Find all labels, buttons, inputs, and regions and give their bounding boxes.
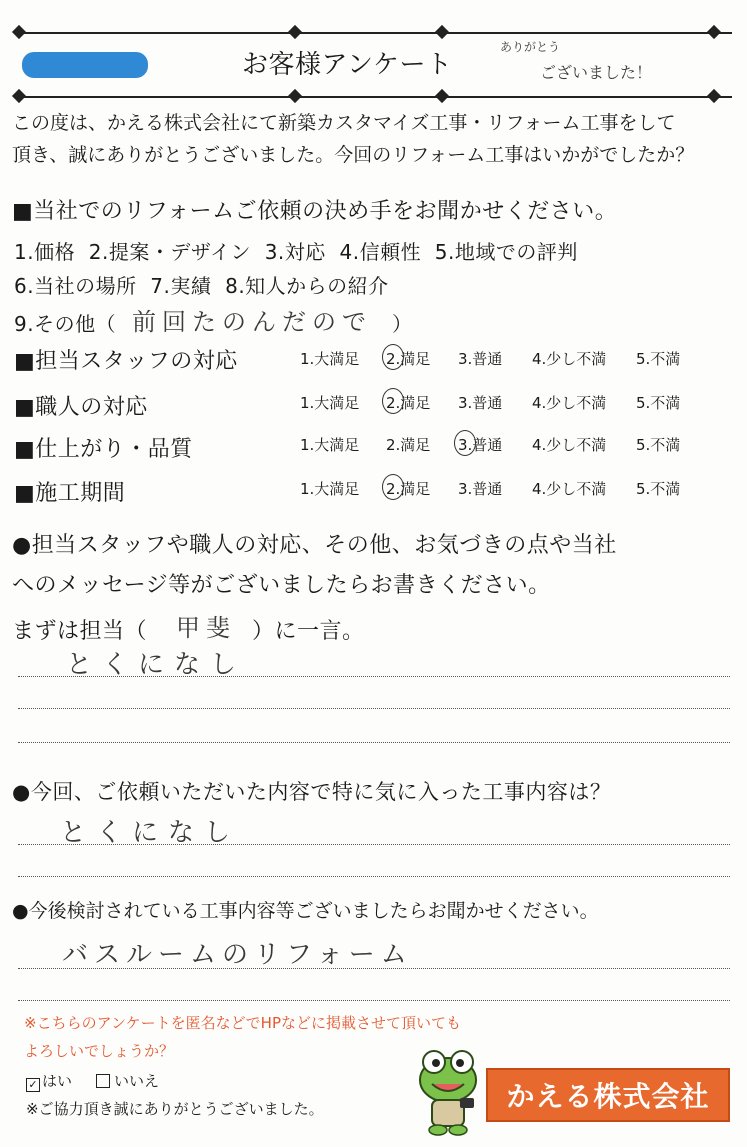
q4-answer-line-2: [18, 1000, 730, 1001]
rating-option-2[interactable]: 2.満足: [386, 394, 431, 412]
rating-label: ■仕上がり・品質: [14, 437, 193, 462]
handwritten-note-2: ございました！: [540, 63, 653, 82]
rating-label: ■職人の対応: [14, 395, 148, 420]
consent-yes[interactable]: [26, 1070, 72, 1091]
q1-title: ■当社でのリフォームご依頼の決め手をお聞かせください。: [12, 199, 618, 224]
q2-answer-line-2: [18, 708, 730, 709]
rating-option-3[interactable]: 3.普通: [458, 394, 503, 412]
q2-answer-line-3: [18, 742, 730, 743]
q4-title: ●今後検討されている工事内容等ございましたらお聞かせください。: [12, 900, 599, 922]
consent-no[interactable]: [96, 1070, 159, 1091]
q4-answer[interactable]: バスルームのリフォーム: [62, 940, 413, 970]
rating-option-1[interactable]: 1.大満足: [300, 350, 360, 368]
rating-option-5[interactable]: 5.不満: [636, 394, 681, 412]
q2-line-3-prefix: まずは担当（: [12, 619, 148, 644]
rating-option-2[interactable]: 2.満足: [386, 436, 431, 454]
consent-no-label: いいえ: [114, 1072, 160, 1090]
rating-option-5[interactable]: 5.不満: [636, 436, 681, 454]
rating-label: ■担当スタッフの対応: [14, 349, 238, 374]
checkbox-empty-icon[interactable]: [96, 1074, 110, 1088]
company-name: かえる株式会社: [506, 1080, 710, 1113]
rating-option-1[interactable]: 1.大満足: [300, 394, 360, 412]
redacted-name: [22, 52, 148, 78]
rating-option-2[interactable]: 2.満足: [386, 350, 431, 368]
rating-option-3[interactable]: 3.普通: [458, 480, 503, 498]
handwritten-note-1: ありがとう: [500, 40, 561, 54]
consent-line-1: ※こちらのアンケートを匿名などでHPなどに掲載させて頂いても: [24, 1014, 461, 1032]
rating-label: ■施工期間: [14, 481, 126, 506]
q3-answer[interactable]: とくになし: [60, 818, 241, 848]
rating-scale: [300, 348, 680, 369]
rating-option-5[interactable]: 5.不満: [636, 350, 681, 368]
rating-option-5[interactable]: 5.不満: [636, 480, 681, 498]
consent-line-2: よろしいでしょうか？: [24, 1042, 175, 1060]
q3-title: ●今回、ご依頼いただいた内容で特に気に入った工事内容は？: [12, 780, 612, 804]
q2-line-1: ●担当スタッフや職人の対応、その他、お気づきの点や当社: [12, 533, 617, 558]
rating-option-4[interactable]: 4.少し不満: [532, 436, 607, 454]
rating-selected-circle: [382, 474, 404, 500]
rating-selected-circle: [382, 388, 404, 414]
q1-other-answer: 前回たのんだので: [132, 308, 372, 336]
q2-answer-line-1: [18, 676, 730, 677]
q2-answer[interactable]: とくになし: [66, 650, 247, 680]
rating-scale: [300, 392, 680, 413]
rating-option-4[interactable]: 4.少し不満: [532, 480, 607, 498]
rating-selected-circle: [454, 430, 476, 456]
company-logo-box: [486, 1068, 730, 1122]
thanks-text: ※ご協力頂き誠にありがとうございました。: [26, 1100, 324, 1118]
rating-option-3[interactable]: 3.普通: [458, 436, 503, 454]
rating-option-1[interactable]: 1.大満足: [300, 480, 360, 498]
q2-staff-name: 甲斐: [176, 614, 236, 642]
q1-options-1: 1.価格 2.提案・デザイン 3.対応 4.信頼性 5.地域での評判: [14, 240, 578, 264]
checkbox-checked-icon[interactable]: ✓: [26, 1078, 40, 1092]
q4-answer-line-1: [18, 968, 730, 969]
intro-line-2: 頂き、誠にありがとうございました。今回のリフォーム工事はいかがでしたか？: [12, 144, 695, 166]
q3-answer-line-2: [18, 876, 730, 877]
intro-line-1: この度は、かえる株式会社にて新築カスタマイズ工事・リフォーム工事をして: [12, 112, 676, 134]
frog-mascot-icon: [410, 1040, 486, 1136]
rating-option-2[interactable]: 2.満足: [386, 480, 431, 498]
rating-option-4[interactable]: 4.少し不満: [532, 394, 607, 412]
q3-answer-line-1: [18, 844, 730, 845]
q1-options-2: 6.当社の場所 7.実績 8.知人からの紹介: [14, 274, 389, 298]
rating-option-4[interactable]: 4.少し不満: [532, 350, 607, 368]
rating-selected-circle: [382, 344, 404, 370]
rating-scale: [300, 434, 680, 455]
consent-yes-label: はい: [42, 1072, 73, 1090]
rating-option-3[interactable]: 3.普通: [458, 350, 503, 368]
q1-other-label: 9.その他（: [14, 312, 117, 336]
q1-other-close: ）: [392, 312, 413, 336]
q2-line-2: へのメッセージ等がございましたらお書きください。: [12, 573, 551, 598]
rating-scale: [300, 478, 680, 499]
rating-option-1[interactable]: 1.大満足: [300, 436, 360, 454]
page-title: お客様アンケート: [242, 50, 453, 80]
q2-line-3-suffix: ）に一言。: [252, 619, 365, 644]
